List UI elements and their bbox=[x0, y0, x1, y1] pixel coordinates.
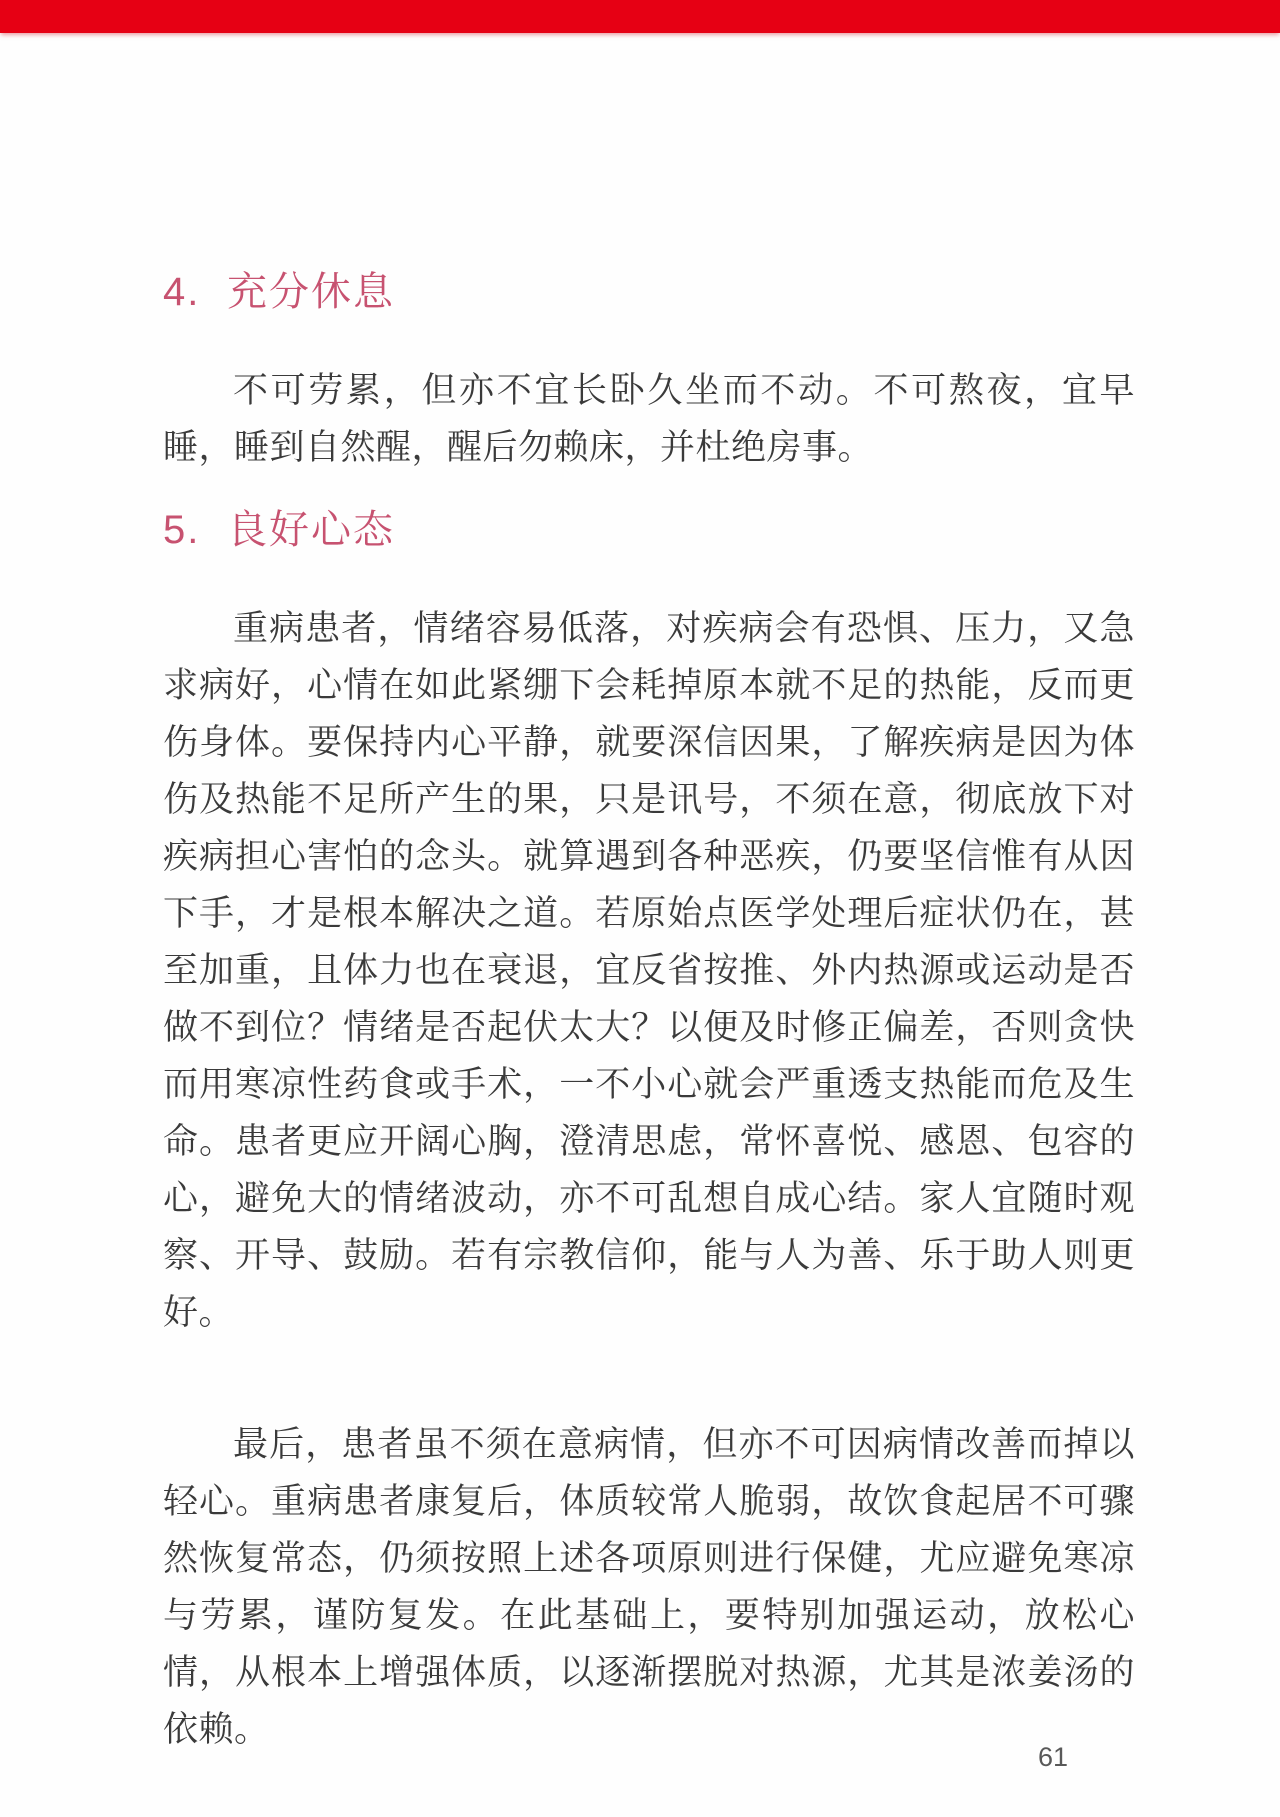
paragraph-closing: 最后，患者虽不须在意病情，但亦不可因病情改善而掉以轻心。重病患者康复后，体质较常人脆弱，故饮食起居不可骤然恢复常态，仍须按照上述各项原则进行保健，尤应避免寒凉与劳累，谨防复发。在此基础上，要特别加强运动，放松心情，从根本上增强体质，以逐渐摆脱对热源，尤其是浓姜汤的依赖。 bbox=[163, 1425, 1135, 1749]
top-red-bar bbox=[0, 0, 1280, 33]
section-heading-rest bbox=[163, 268, 1135, 316]
page-number: 61 bbox=[1038, 1742, 1069, 1772]
paragraph-mindset: 重病患者，情绪容易低落，对疾病会有恐惧、压力，又急求病好，心情在如此紧绷下会耗掉原本就不足的热能，反而更伤身体。要保持内心平静，就要深信因果，了解疾病是因为体伤及热能不足所产生的果，只是讯号，不须在意，彻底放下对疾病担心害怕的念头。就算遇到各种恶疾，仍要坚信惟有从因下手，才是根本解决之道。若原始点医学处理后症状仍在，甚至加重，且体力也在衰退，宜反省按推、外内热源或运动是否做不到位？情绪是否起伏太大？以便及时修正偏差，否则贪快而用寒凉性药食或手术，一不小心就会严重透支热能而危及生命。患者更应开阔心胸，澄清思虑，常怀喜悦、感恩、包容的心，避免大的情绪波动，亦不可乱想自成心结。家人宜随时观察、开导、鼓励。若有宗教信仰，能与人为善、乐于助人则更好。 bbox=[163, 609, 1135, 1332]
section-title: 充分休息 bbox=[227, 270, 395, 314]
section-number: 4. bbox=[163, 270, 201, 314]
page-content bbox=[0, 33, 1280, 1758]
section-number: 5. bbox=[163, 508, 201, 552]
paragraph-rest: 不可劳累，但亦不宜长卧久坐而不动。不可熬夜，宜早睡，睡到自然醒，醒后勿赖床，并杜绝房事。 bbox=[163, 371, 1135, 467]
section-title: 良好心态 bbox=[227, 508, 395, 552]
section-heading-mindset bbox=[163, 506, 1135, 554]
